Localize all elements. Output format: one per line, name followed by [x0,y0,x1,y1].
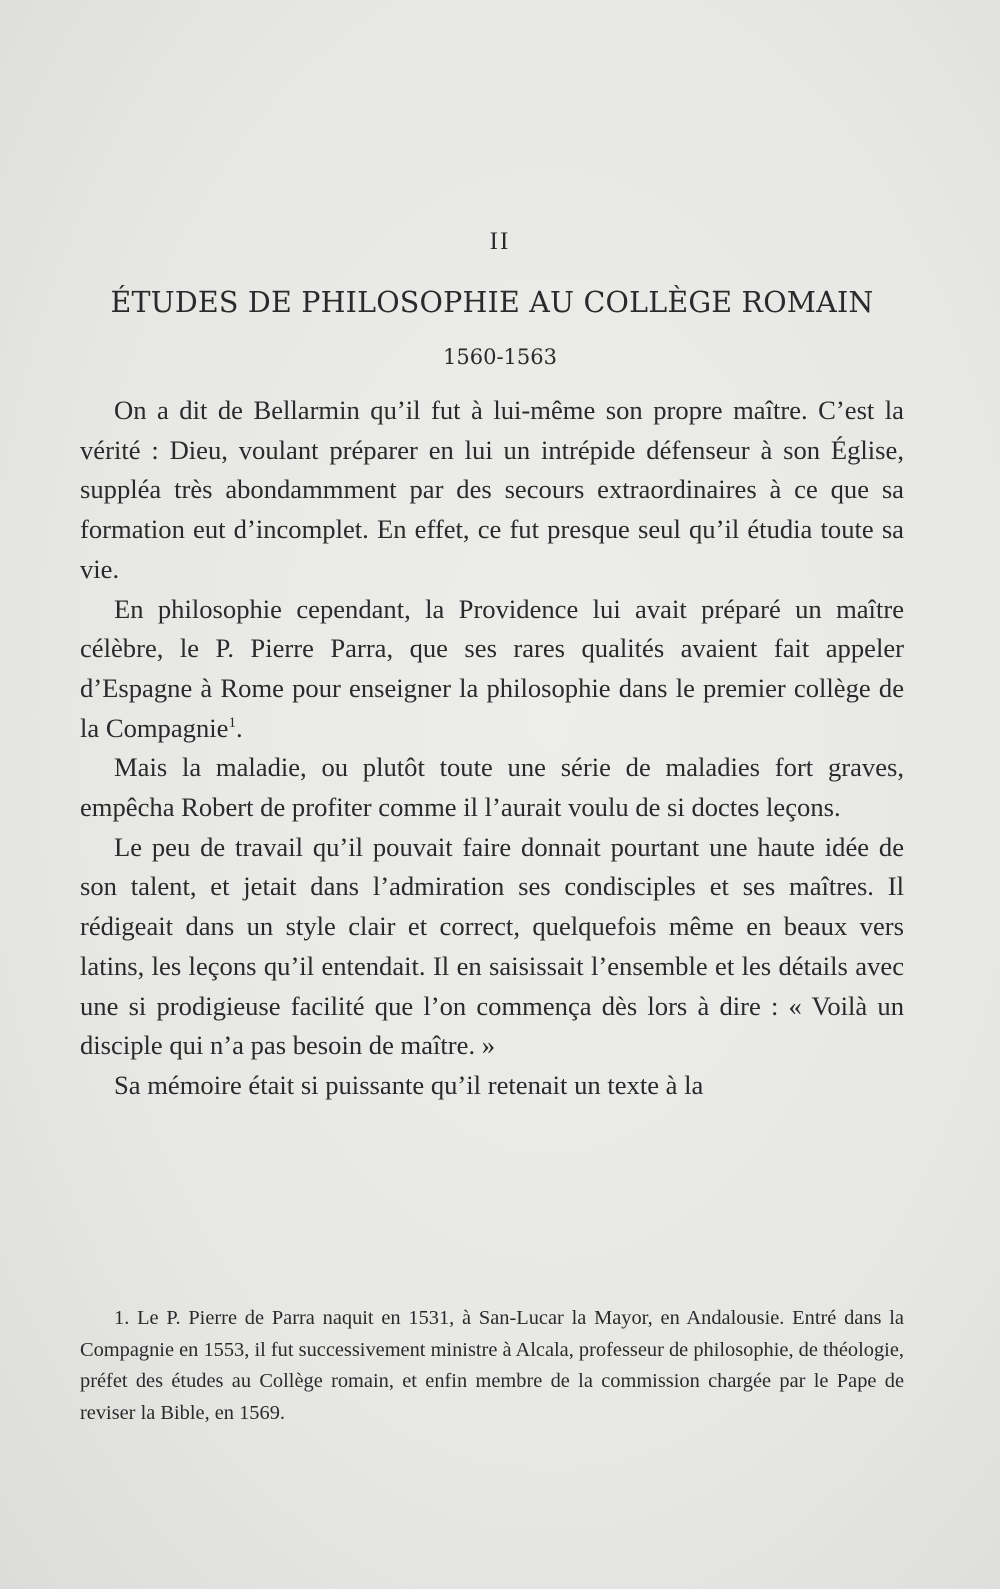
paragraph-1: On a dit de Bellarmin qu’il fut à lui-même son propre maître. C’est la vérité : Dieu, voulant préparer en lui un intrépide défenseur à son Église, suppléa très abondammment par des secours extraordinaires à ce que sa formation eut d’incomplet. En effet, ce fut presque seul qu’il étudia toute sa vie. [80,395,904,584]
body-text [80,391,904,1106]
paragraph-5: Sa mémoire était si puissante qu’il retenait un texte à la [114,1069,704,1100]
chapter-title: ÉTUDES DE PHILOSOPHIE AU COLLÈGE ROMAIN [110,286,874,319]
footnote-reference-suffix: . [235,712,243,743]
paragraph-3: Mais la maladie, ou plutôt toute une série de maladies fort graves, empêcha Robert de profiter comme il l’aurait voulu de si doctes leçons. [80,752,904,823]
chapter-number: II [489,228,511,255]
paragraph-2-text: En philosophie cependant, la Providence lui avait préparé un maître célèbre, le P. Pierre Parra, que ses rares qualités avaient fait appeler d’Espagne à Rome pour enseigner la philosophie dans le premier collège de la Compagnie [80,593,904,743]
chapter-dates: 1560-1563 [443,345,557,369]
paragraph-4: Le peu de travail qu’il pouvait faire donnait pourtant une haute idée de son talent, et jetait dans l’admiration ses condisciples et ses maîtres. Il rédigeait dans un style clair et correct, quelquefois même en beaux vers latins, les leçons qu’il entendait. Il en saisissait l’ensemble et les détails avec une si prodigieuse facilité que l’on commença dès lors à dire : « Voilà un disciple qui n’a pas besoin de maître. » [80,831,904,1061]
footnote: 1. Le P. Pierre de Parra naquit en 1531, à San-Lucar la Mayor, en Andalousie. Entré dans la Compagnie en 1553, il fut successivement ministre à Alcala, professeur de philosophie, de théologie, préfet des études au Collège romain, et enfin membre de la commission chargée par le Pape de reviser la Bible, en 1569. [80,1307,904,1424]
footnote-reference: 1 [228,714,236,731]
paragraph-2 [80,590,904,749]
